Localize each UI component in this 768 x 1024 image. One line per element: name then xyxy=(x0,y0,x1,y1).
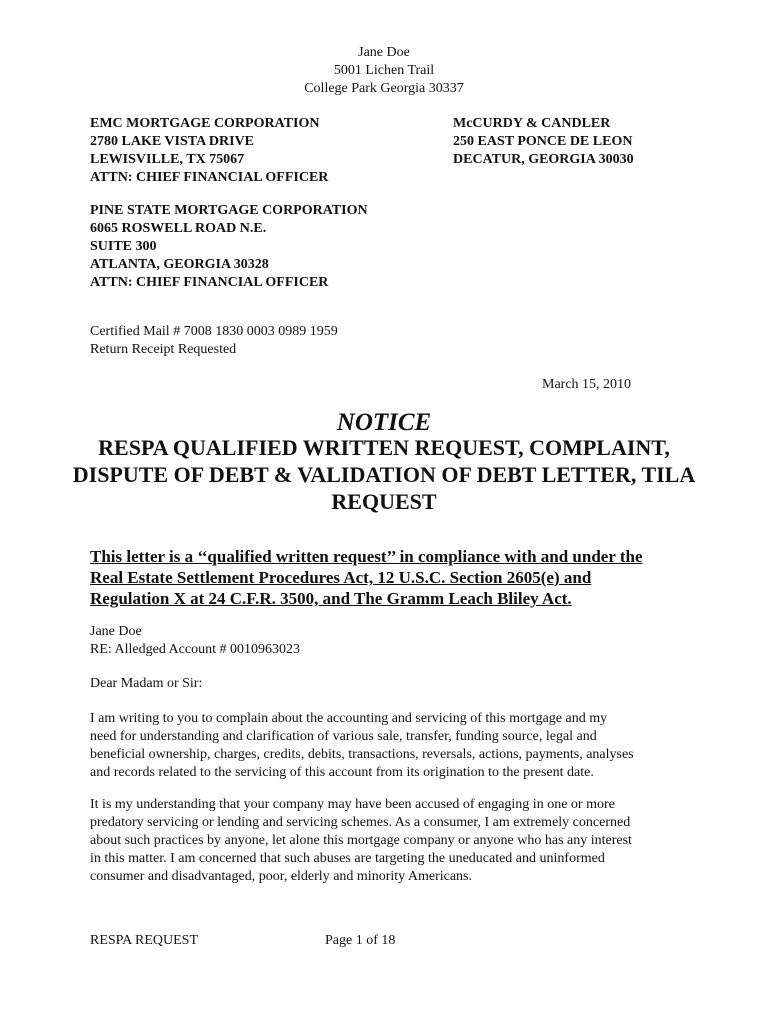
recipient-line: DECATUR, GEORGIA 30030 xyxy=(453,152,634,167)
qwr-line: This letter is a ‘‘qualified written request’’ in compliance with and under the xyxy=(90,547,643,566)
page-number: Page 1 of 18 xyxy=(325,933,396,948)
paragraph-1 xyxy=(90,710,690,782)
paragraph-line: It is my understanding that your company may have been accused of engaging in one or more xyxy=(90,797,615,812)
recipient-line: 2780 LAKE VISTA DRIVE xyxy=(90,134,255,149)
account-reference: RE: Alledged Account # 0010963023 xyxy=(90,642,300,657)
paragraph-line: in this matter. I am concerned that such abuses are targeting the uneducated and uninformed xyxy=(90,851,605,866)
footer-label: RESPA REQUEST xyxy=(90,933,199,948)
recipient-line: ATTN: CHIEF FINANCIAL OFFICER xyxy=(90,275,329,290)
borrower-name: Jane Doe xyxy=(90,624,142,639)
sender-address xyxy=(0,44,768,98)
qwr-line: Real Estate Settlement Procedures Act, 12 U.S.C. Section 2605(e) and xyxy=(90,568,592,587)
recipient-line: LEWISVILLE, TX 75067 xyxy=(90,152,245,167)
notice-heading: RESPA QUALIFIED WRITTEN REQUEST, COMPLAINT, DISPUTE OF DEBT & VALIDATION OF DEBT LETTER, TILA REQUEST xyxy=(72,435,696,514)
qwr-statement xyxy=(90,546,643,609)
paragraph-line: beneficial ownership, charges, credits, debits, transactions, reversals, actions, payments, analyses xyxy=(90,747,634,762)
recipient-mccurdy xyxy=(453,115,634,169)
paragraph-line: I am writing to you to complain about the accounting and servicing of this mortgage and my xyxy=(90,711,608,726)
notice-title: NOTICE xyxy=(336,409,432,436)
recipient-line: ATTN: CHIEF FINANCIAL OFFICER xyxy=(90,170,329,185)
paragraph-line: need for understanding and clarification of various sale, transfer, funding source, legal and xyxy=(90,729,597,744)
sender-city: College Park Georgia 30337 xyxy=(304,81,464,96)
recipient-line: PINE STATE MORTGAGE CORPORATION xyxy=(90,203,368,218)
recipient-line: EMC MORTGAGE CORPORATION xyxy=(90,116,320,131)
certified-mail-number: Certified Mail # 7008 1830 0003 0989 1959 xyxy=(90,324,338,339)
paragraph-2 xyxy=(90,796,690,886)
greeting: Dear Madam or Sir: xyxy=(90,676,203,691)
letter-date: March 15, 2010 xyxy=(542,377,632,392)
recipient-line: 6065 ROSWELL ROAD N.E. xyxy=(90,221,267,236)
mailing-info xyxy=(90,323,338,359)
recipient-line: 250 EAST PONCE DE LEON xyxy=(453,134,633,149)
return-receipt-note: Return Receipt Requested xyxy=(90,342,237,357)
recipient-emc xyxy=(90,115,328,187)
recipient-line: McCURDY & CANDLER xyxy=(453,116,611,131)
sender-name: Jane Doe xyxy=(358,45,410,60)
qwr-line: Regulation X at 24 C.F.R. 3500, and The Gramm Leach Bliley Act. xyxy=(90,589,572,608)
salutation-block xyxy=(90,623,300,659)
recipient-pine-state xyxy=(90,202,368,292)
sender-street: 5001 Lichen Trail xyxy=(333,63,435,78)
paragraph-line: predatory servicing or lending and servicing schemes. As a consumer, I am extremely concerned xyxy=(90,815,631,830)
paragraph-line: and records related to the servicing of this account from its origination to the present date. xyxy=(90,765,594,780)
recipient-line: ATLANTA, GEORGIA 30328 xyxy=(90,257,269,272)
paragraph-line: consumer and disadvantaged, poor, elderly and minority Americans. xyxy=(90,869,472,884)
paragraph-line: about such practices by anyone, let alone this mortgage company or anyone who has any interest xyxy=(90,833,632,848)
recipient-line: SUITE 300 xyxy=(90,239,157,254)
